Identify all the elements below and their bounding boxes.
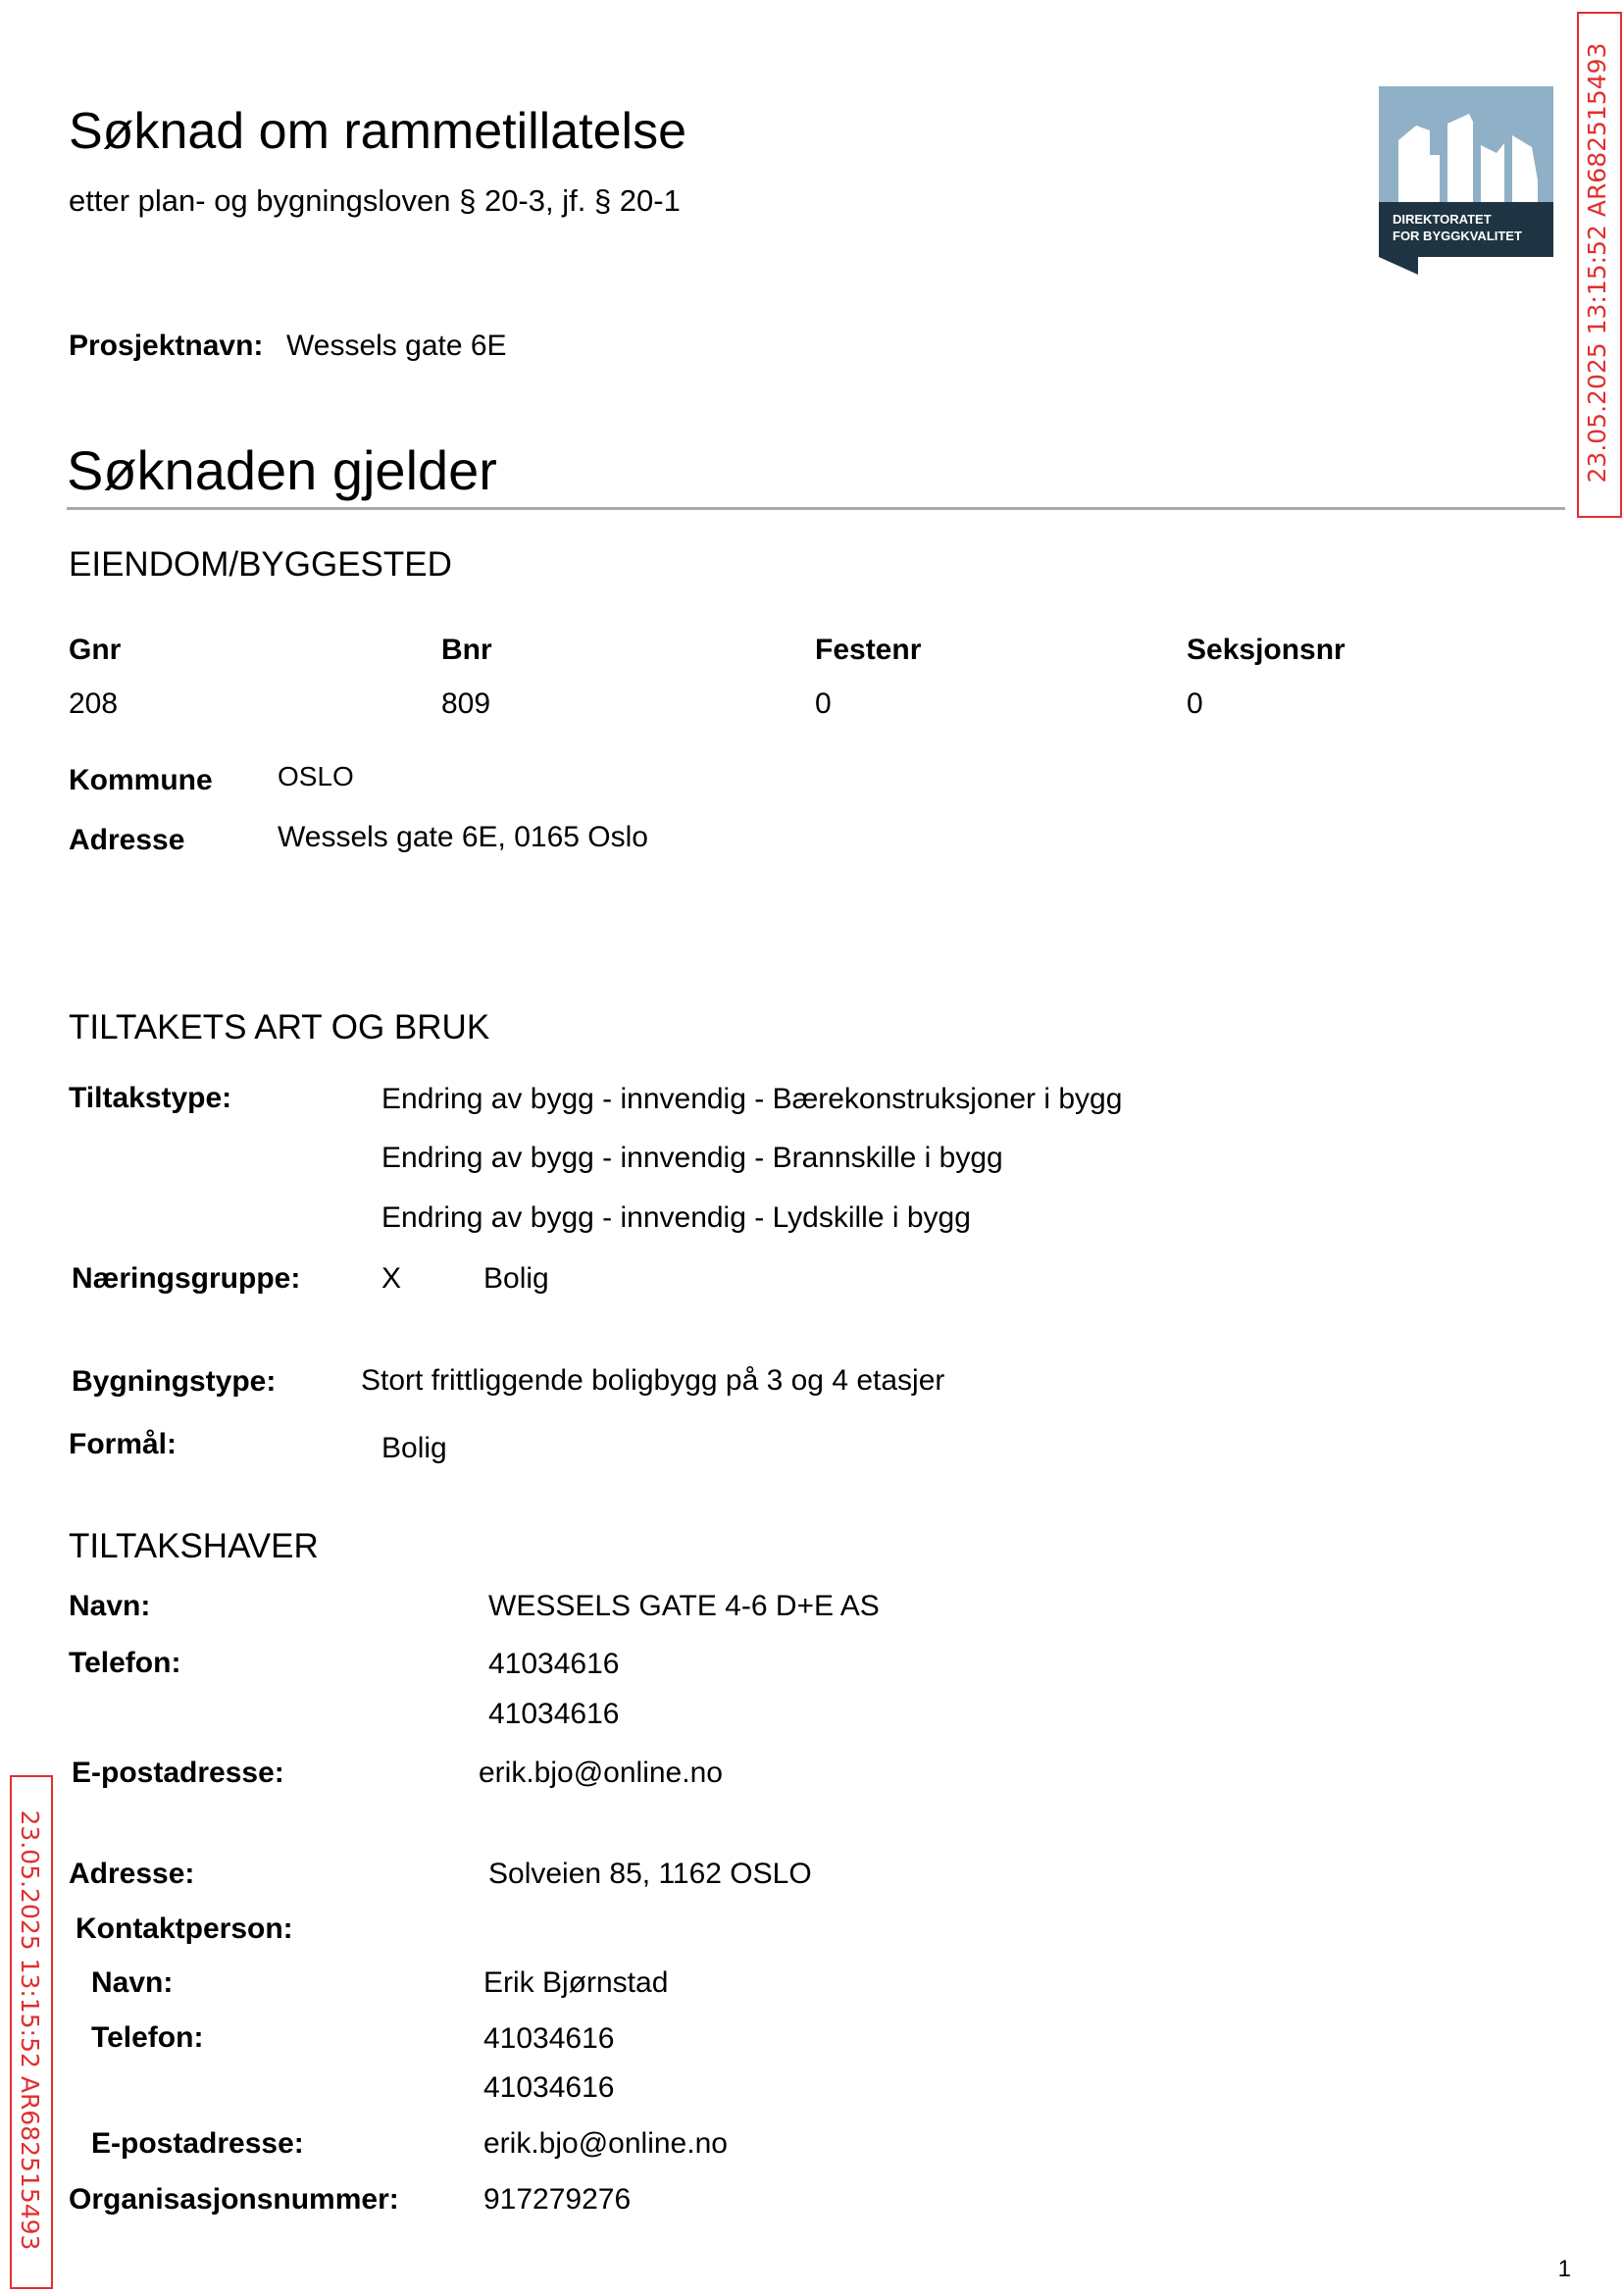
org-label: Organisasjonsnummer: <box>69 2183 399 2216</box>
kontakt-epost-value: erik.bjo@online.no <box>483 2127 728 2160</box>
tiltakshaver-epost-value: erik.bjo@online.no <box>479 1757 723 1789</box>
document-title: Søknad om rammetillatelse <box>69 103 686 160</box>
heading-divider <box>67 507 1565 510</box>
kontakt-telefon-value: 41034616 <box>483 2071 615 2104</box>
main-heading: Søknaden gjelder <box>67 439 497 501</box>
page-number: 1 <box>1557 2256 1571 2282</box>
kontakt-telefon-label: Telefon: <box>91 2021 204 2054</box>
kommune-label: Kommune <box>69 764 213 796</box>
tiltakshaver-adresse-value: Solveien 85, 1162 OSLO <box>488 1858 812 1890</box>
formal-label: Formål: <box>69 1428 178 1460</box>
tiltakshaver-adresse-label: Adresse: <box>69 1858 195 1890</box>
project-name-value: Wessels gate 6E <box>286 330 507 362</box>
kontakt-navn-label: Navn: <box>91 1966 174 1999</box>
gnr-value: 208 <box>69 688 119 720</box>
tiltakstype-label: Tiltakstype: <box>69 1082 232 1114</box>
section-tiltakshaver-heading: TILTAKSHAVER <box>69 1527 319 1565</box>
gnr-label: Gnr <box>69 634 122 666</box>
festenr-label: Festenr <box>815 634 922 666</box>
top-stamp-text: 23.05.2025 13:15:52 AR682515493 <box>1583 42 1611 484</box>
bygningstype-value: Stort frittliggende boligbygg på 3 og 4 etasjer <box>361 1364 945 1397</box>
bnr-value: 809 <box>441 688 491 720</box>
kontakt-telefon-value: 41034616 <box>483 2022 615 2055</box>
logo-text-2: FOR BYGGKVALITET <box>1393 229 1522 243</box>
dibk-logo <box>1379 86 1553 275</box>
kontaktperson-label: Kontaktperson: <box>76 1912 293 1945</box>
org-value: 917279276 <box>483 2183 632 2216</box>
tiltakshaver-navn-label: Navn: <box>69 1590 151 1622</box>
section-eiendom-heading: EIENDOM/BYGGESTED <box>69 545 452 584</box>
bottom-stamp-text: 23.05.2025 13:15:52 AR682515493 <box>16 1810 44 2251</box>
formal-value: Bolig <box>381 1432 447 1464</box>
tiltakshaver-navn-value: WESSELS GATE 4-6 D+E AS <box>488 1590 880 1622</box>
kontakt-navn-value: Erik Bjørnstad <box>483 1966 669 1999</box>
festenr-value: 0 <box>815 688 832 720</box>
seksjonsnr-label: Seksjonsnr <box>1187 634 1345 666</box>
section-tiltak-heading: TILTAKETS ART OG BRUK <box>69 1008 490 1046</box>
project-name-label: Prosjektnavn: <box>69 330 264 362</box>
naeringsgruppe-label: Næringsgruppe: <box>72 1262 301 1295</box>
seksjonsnr-value: 0 <box>1187 688 1203 720</box>
logo-text-1: DIREKTORATET <box>1393 212 1492 227</box>
tiltakshaver-epost-label: E-postadresse: <box>72 1757 284 1789</box>
tiltakstype-item: Endring av bygg - innvendig - Brannskille i bygg <box>381 1142 1003 1174</box>
kontakt-epost-label: E-postadresse: <box>91 2127 304 2160</box>
bnr-label: Bnr <box>441 634 492 666</box>
document-subtitle: etter plan- og bygningsloven § 20-3, jf. § 20-1 <box>69 183 681 218</box>
tiltakshaver-telefon-value: 41034616 <box>488 1648 620 1680</box>
naeringsgruppe-value: Bolig <box>483 1262 549 1295</box>
tiltakshaver-telefon-label: Telefon: <box>69 1647 181 1679</box>
naeringsgruppe-code: X <box>381 1262 402 1295</box>
kommune-value: OSLO <box>278 761 354 791</box>
adresse-value: Wessels gate 6E, 0165 Oslo <box>278 821 648 853</box>
tiltakstype-item: Endring av bygg - innvendig - Lydskille i bygg <box>381 1201 971 1234</box>
tiltakstype-item: Endring av bygg - innvendig - Bærekonstruksjoner i bygg <box>381 1083 1123 1115</box>
tiltakshaver-telefon-value: 41034616 <box>488 1698 620 1730</box>
bygningstype-label: Bygningstype: <box>72 1365 277 1398</box>
adresse-label: Adresse <box>69 824 185 856</box>
